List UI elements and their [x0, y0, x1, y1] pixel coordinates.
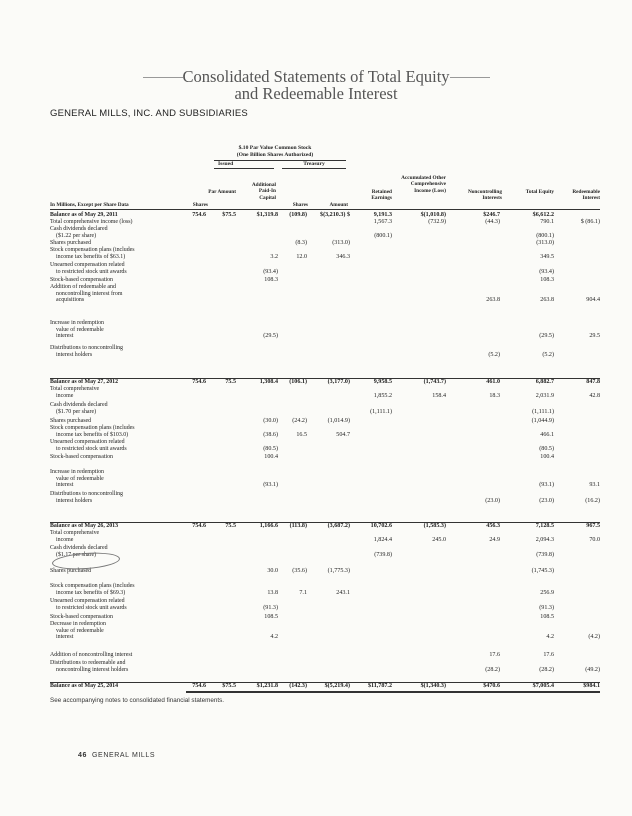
table-cell: 24.9 [489, 536, 500, 543]
table-cell: (38.6) [263, 431, 278, 438]
table-cell: (28.2) [485, 666, 500, 673]
table-cell: (313.0) [536, 240, 554, 246]
row-label: interest holders [56, 497, 93, 504]
table-cell: 10,702.6 [370, 523, 392, 529]
table-cell: 504.7 [336, 431, 350, 438]
table-cell: 16.5 [296, 431, 307, 438]
table-cell: $6,612.2 [532, 212, 554, 218]
table-cell: (93.1) [263, 482, 278, 489]
table-cell: 75.5 [225, 379, 236, 385]
table-cell: 29.5 [589, 333, 600, 340]
page-title-line2: and Redeemable Interest [234, 84, 398, 103]
table-cell: (800.1) [374, 232, 392, 239]
table-cell: 17.6 [543, 652, 554, 658]
table-cell: 466.1 [540, 431, 554, 438]
row-label: Stock-based compensation [50, 454, 113, 460]
page-footer [78, 752, 155, 759]
row-label: value of redeemable [56, 475, 104, 482]
stock-header-line1: $.10 Par Value Common Stock [238, 145, 312, 151]
table-cell: (1,014.9) [327, 418, 350, 424]
final-double-rule [186, 691, 600, 693]
table-cell: (91.3) [539, 604, 554, 611]
table-cell: (80.5) [539, 445, 554, 452]
page-number: 46 [78, 752, 87, 759]
row-label: Unearned compensation related [50, 598, 125, 604]
table-cell: (1,111.1) [532, 408, 554, 415]
table-cell: (5.2) [488, 351, 500, 358]
row-label: interest [56, 634, 74, 641]
row-label: Total comprehensive [50, 530, 100, 536]
row-label: ($1.17 per share) [56, 551, 97, 558]
row-label: interest holders [56, 351, 93, 358]
issued-label: Issued [218, 161, 234, 167]
table-cell: 967.5 [586, 523, 600, 529]
table-cell: (1,745.3) [531, 568, 554, 574]
table-cell: $1,319.8 [256, 212, 278, 218]
row-label: Total comprehensive income (loss) [50, 219, 133, 225]
table-cell: 30.0 [267, 568, 278, 574]
row-label: Increase in redemption [50, 320, 104, 326]
table-cell: $(3,210.3) $ [320, 212, 350, 218]
table-cell: 17.6 [489, 652, 500, 658]
row-label: income tax benefits of $69.3) [56, 589, 126, 596]
table-cell: $75.5 [222, 212, 236, 218]
table-cell: 42.8 [589, 392, 600, 399]
table-cell: 108.5 [540, 614, 554, 620]
col-header-par-amount: Par Amount [208, 189, 236, 195]
row-label: Balance as of May 29, 2011 [50, 212, 118, 218]
row-label: Total comprehensive [50, 386, 100, 392]
table-cell: 754.6 [192, 212, 206, 218]
row-label: noncontrolling interest holders [56, 666, 129, 673]
row-label: to restricted stock unit awards [56, 445, 127, 452]
table-cell: (739.8) [536, 551, 554, 558]
table-cell: (35.6) [292, 568, 307, 574]
row-label: interest [56, 333, 74, 340]
row-label: Unearned compensation related [50, 262, 125, 268]
table-cell: $246.7 [483, 212, 500, 218]
table-cell: 75.5 [225, 523, 236, 529]
table-cell: $(1,010.8) [420, 212, 446, 218]
row-label: value of redeemable [56, 326, 104, 333]
table-cell: 461.0 [486, 379, 500, 385]
row-label: Balance as of May 27, 2012 [50, 379, 119, 385]
table-cell: 349.5 [540, 253, 554, 260]
table-cell: (1,111.1) [370, 408, 392, 415]
table-cell: (93.4) [263, 268, 278, 275]
footnote: See accompanying notes to consolidated financial statements. [50, 697, 224, 704]
table-cell: (23.0) [539, 497, 554, 504]
col-header-treasury-shares: Shares [292, 202, 308, 208]
table-cell: (113.8) [289, 523, 307, 529]
table-cell: (30.0) [263, 418, 278, 424]
row-label: noncontrolling interest from [56, 290, 123, 297]
table-cell: (3,687.2) [327, 523, 350, 529]
table-cell: 100.4 [540, 454, 554, 460]
row-label: Addition of redeemable and [50, 284, 116, 290]
row-label: Shares purchased [50, 568, 92, 574]
header-rule [50, 209, 600, 210]
col-header-label: In Millions, Except per Share Data [50, 202, 129, 208]
table-cell: (1,585.3) [423, 523, 446, 529]
table-cell: $(1,340.3) [420, 683, 446, 689]
row-label: interest [56, 482, 74, 489]
table-cell: 2,031.9 [535, 392, 554, 399]
table-cell: 346.3 [336, 253, 350, 260]
table-cell: 754.6 [192, 683, 206, 689]
table-cell: $1,231.8 [256, 683, 278, 689]
row-label: Unearned compensation related [50, 439, 125, 445]
treasury-rule [282, 168, 346, 169]
table-cell: $7,005.4 [532, 683, 554, 689]
table-cell: 4.2 [270, 634, 278, 641]
col-header-shares: Shares [192, 202, 208, 208]
table-cell: (29.5) [263, 333, 278, 340]
table-cell: 263.8 [540, 297, 554, 304]
company-name: GENERAL MILLS, INC. AND SUBSIDIARIES [50, 108, 248, 119]
col-header-retained-earnings: Retained Earnings [371, 189, 392, 202]
table-cell: (24.2) [292, 418, 307, 424]
table-cell: (4.2) [588, 634, 600, 641]
row-label: Stock compensation plans (includes [50, 583, 135, 589]
row-label: Balance as of May 26, 2013 [50, 523, 119, 529]
table-cell: $11,787.2 [367, 683, 392, 689]
row-label: ($1.70 per share) [56, 408, 97, 415]
treasury-label: Treasury [303, 161, 325, 167]
col-header-apic: Additional Paid-In Capital [251, 182, 276, 201]
row-label: value of redeemable [56, 627, 104, 634]
table-cell: 93.1 [589, 482, 600, 489]
row-label: Addition of noncontrolling interest [50, 652, 133, 658]
table-cell: 1,166.6 [259, 523, 278, 529]
table-cell: 108.3 [264, 277, 278, 283]
table-cell: (91.3) [263, 604, 278, 611]
row-label: Cash dividends declared [50, 545, 108, 551]
row-label: Distributions to redeemable and [50, 660, 126, 666]
row-label: income tax benefits of $63.1) [56, 253, 126, 260]
row-label: ($1.22 per share) [56, 232, 97, 239]
table-cell: (1,775.3) [327, 568, 350, 574]
table-cell: $ (86.1) [580, 219, 600, 225]
col-header-total-equity: Total Equity [525, 189, 554, 195]
row-label: Stock compensation plans (includes [50, 425, 135, 431]
table-cell: (16.2) [585, 497, 600, 504]
row-label: Distributions to noncontrolling [50, 491, 123, 497]
table-cell: 7.1 [299, 589, 307, 596]
table-cell: 12.0 [296, 253, 307, 260]
table-cell: (8.3) [295, 240, 307, 246]
table-cell: 100.4 [264, 454, 278, 460]
row-label: income [56, 392, 74, 399]
table-cell: 256.9 [540, 589, 554, 596]
table-cell: 1,855.2 [373, 392, 392, 399]
balance-rule [50, 682, 600, 683]
row-label: to restricted stock unit awards [56, 268, 127, 275]
row-label: Distributions to noncontrolling [50, 345, 123, 351]
row-label: to restricted stock unit awards [56, 604, 127, 611]
table-cell: (106.1) [289, 379, 307, 385]
row-label: Decrease in redemption [50, 621, 106, 627]
table-cell: (93.4) [539, 268, 554, 275]
table-cell: 6,882.7 [535, 379, 554, 385]
table-cell: 1,567.3 [373, 219, 392, 225]
table-cell: 108.5 [264, 614, 278, 620]
table-cell: 754.6 [192, 379, 206, 385]
table-cell: (44.3) [485, 219, 500, 225]
table-cell: (109.8) [289, 212, 307, 218]
row-label: Shares purchased [50, 418, 92, 424]
table-cell: $75.5 [222, 683, 236, 689]
table-cell: 7,128.5 [535, 523, 554, 529]
row-label: acquisitions [56, 297, 85, 304]
table-cell: 9,191.3 [373, 212, 392, 218]
table-cell: (800.1) [536, 232, 554, 239]
table-cell: (80.5) [263, 445, 278, 452]
table-cell: 3.2 [270, 253, 278, 260]
issued-rule [214, 168, 274, 169]
row-label: income [56, 536, 74, 543]
row-label: Cash dividends declared [50, 226, 108, 232]
table-cell: 245.0 [432, 536, 446, 543]
row-label: income tax benefits of $103.0) [56, 431, 129, 438]
row-label: Stock-based compensation [50, 277, 113, 283]
table-cell: 456.3 [486, 523, 500, 529]
page-footer-text: GENERAL MILLS [92, 752, 156, 759]
table-cell: 70.0 [589, 536, 600, 543]
table-cell: 108.3 [540, 277, 554, 283]
table-cell: 18.3 [489, 392, 500, 399]
table-cell: 904.4 [586, 297, 600, 304]
table-cell: 1,824.4 [373, 536, 392, 543]
balance-rule [50, 522, 600, 523]
row-label: Stock compensation plans (includes [50, 247, 135, 253]
stock-header-line2: (One Billion Shares Authorized) [236, 152, 314, 158]
table-cell: (1,044.9) [531, 418, 554, 424]
table-cell: 13.8 [267, 589, 278, 596]
col-header-noncontrolling: Noncontrolling Interests [467, 189, 502, 202]
table-cell: $470.6 [483, 683, 500, 689]
col-header-aoci: Accumulated Other Comprehensive Income (Loss) [401, 175, 446, 194]
table-cell: (49.2) [585, 666, 600, 673]
table-cell: (142.3) [289, 683, 307, 689]
balance-rule [50, 378, 600, 379]
table-cell: 9,958.5 [373, 379, 392, 385]
table-cell: (29.5) [539, 333, 554, 340]
page-title-line1: Consolidated Statements of Total Equity [182, 67, 450, 86]
table-cell: 158.4 [432, 392, 446, 399]
table-cell: 263.8 [486, 297, 500, 304]
table-cell: (739.8) [374, 551, 392, 558]
table-cell: (28.2) [539, 666, 554, 673]
table-cell: (5.2) [542, 351, 554, 358]
row-label: Cash dividends declared [50, 402, 108, 408]
table-cell: (732.9) [428, 219, 446, 225]
row-label: Increase in redemption [50, 469, 104, 475]
table-cell: 243.1 [336, 589, 350, 596]
table-cell: $984.1 [583, 683, 600, 689]
table-cell: $(5,219.4) [324, 683, 350, 689]
table-cell: (3,177.0) [327, 379, 350, 385]
table-cell: 1,308.4 [259, 379, 278, 385]
row-label: Stock-based compensation [50, 614, 113, 620]
col-header-treasury-amount: Amount [329, 202, 348, 208]
row-label: Shares purchased [50, 240, 92, 246]
table-cell: (23.0) [485, 497, 500, 504]
col-header-redeemable: Redeemable Interest [572, 189, 600, 202]
row-label: Balance as of May 25, 2014 [50, 683, 119, 689]
table-cell: 790.1 [540, 219, 554, 225]
table-cell: (93.1) [539, 482, 554, 489]
table-cell: 754.6 [192, 523, 206, 529]
table-cell: 4.2 [546, 634, 554, 641]
table-cell: 2,094.3 [535, 536, 554, 543]
table-cell: (313.0) [332, 240, 350, 246]
table-cell: 847.8 [586, 379, 600, 385]
table-cell: (1,743.7) [423, 379, 446, 385]
